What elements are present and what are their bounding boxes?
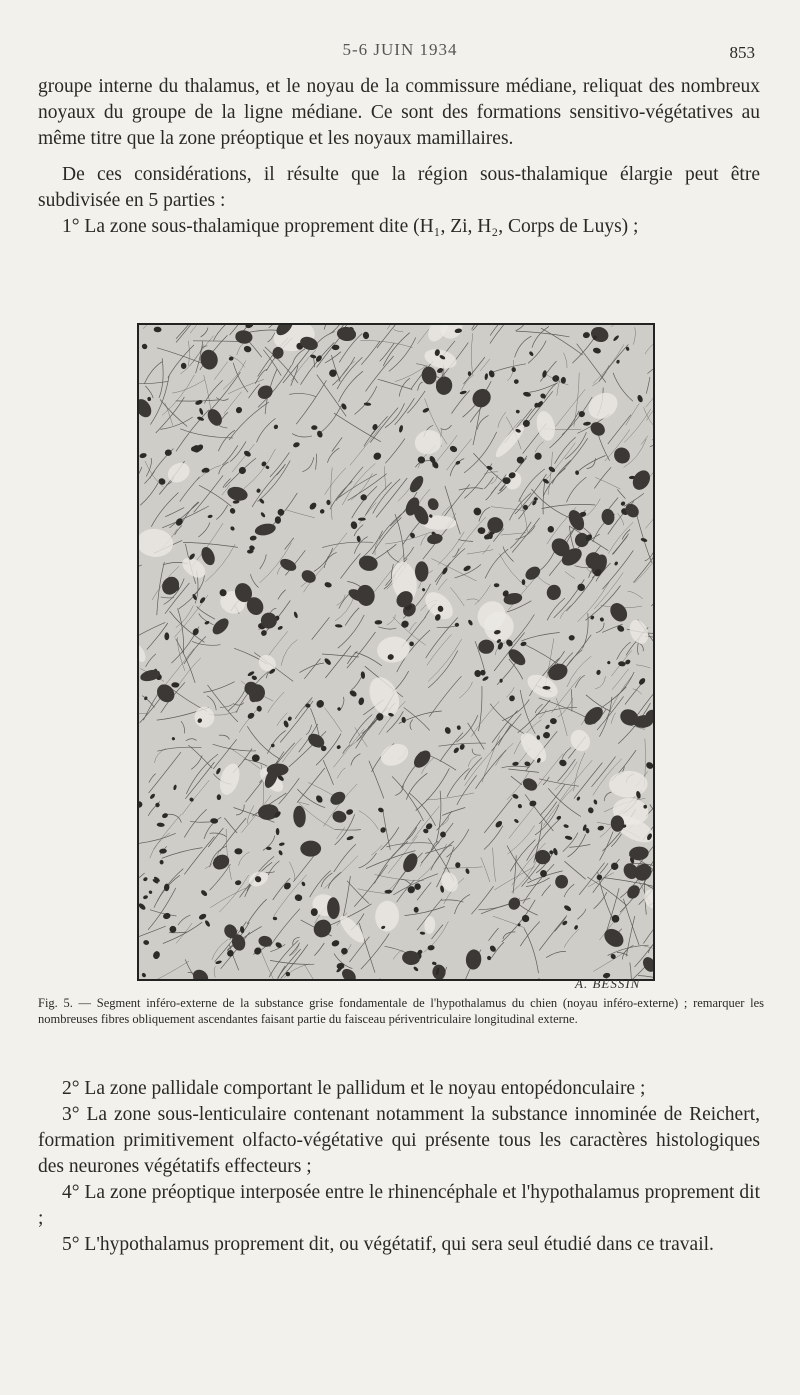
glial-nucleus bbox=[311, 425, 317, 430]
list-item-4: 4° La zone préoptique interposée entre le rhinencéphale et l'hypothalamus proprement dit ; bbox=[38, 1182, 760, 1229]
header-date: 5-6 JUIN 1934 bbox=[342, 40, 458, 59]
neuron-cell-body bbox=[300, 841, 321, 857]
paragraph-2: De ces considérations, il résulte que la région sous-thalamique élargie peut être subdivisée en 5 parties : bbox=[38, 164, 760, 211]
artist-signature: A. BESSIN bbox=[575, 976, 641, 991]
list-item-3: 3° La zone sous-lenticulaire contenant notamment la substance innominée de Reichert, formation primitivement olfacto-végétative qui présente tous les caractères histologiques des neurones végétatifs effecteurs ; bbox=[38, 1104, 760, 1177]
page-number: 853 bbox=[729, 43, 755, 62]
caption-label: Fig. 5. — bbox=[38, 996, 92, 1010]
figure-caption bbox=[38, 996, 764, 1027]
histology-figure bbox=[137, 323, 655, 981]
paragraph-3: 1° La zone sous-thalamique proprement dite (H₁, Zi, H₂, Corps de Luys) ; bbox=[62, 216, 639, 237]
running-header bbox=[40, 40, 760, 66]
neuron-cell-body bbox=[415, 561, 428, 581]
micrograph-drawing bbox=[139, 325, 653, 979]
caption-text: Segment inféro-externe de la substance grise fondamentale de l'hypothalamus du chien (noyau inféro-externe) ; remarquer les nombreuses fibres obliquement ascendantes faisant partie du faisceau périventriculaire longitudinal externe. bbox=[38, 996, 764, 1026]
body-text-top bbox=[38, 74, 760, 240]
list-item-2: 2° La zone pallidale comportant le pallidum et le noyau entopédonculaire ; bbox=[62, 1078, 646, 1099]
zone-list bbox=[38, 1076, 760, 1258]
list-item-5: 5° L'hypothalamus proprement dit, ou végétatif, qui sera seul étudié dans ce travail. bbox=[62, 1234, 714, 1255]
paragraph-1: groupe interne du thalamus, et le noyau de la commissure médiane, reliquat des nombreux noyaux du groupe de la ligne médiane. Ce sont des formations sensitivo-végétatives au même titre que la zone préoptique et les noyaux mamillaires. bbox=[38, 76, 760, 149]
